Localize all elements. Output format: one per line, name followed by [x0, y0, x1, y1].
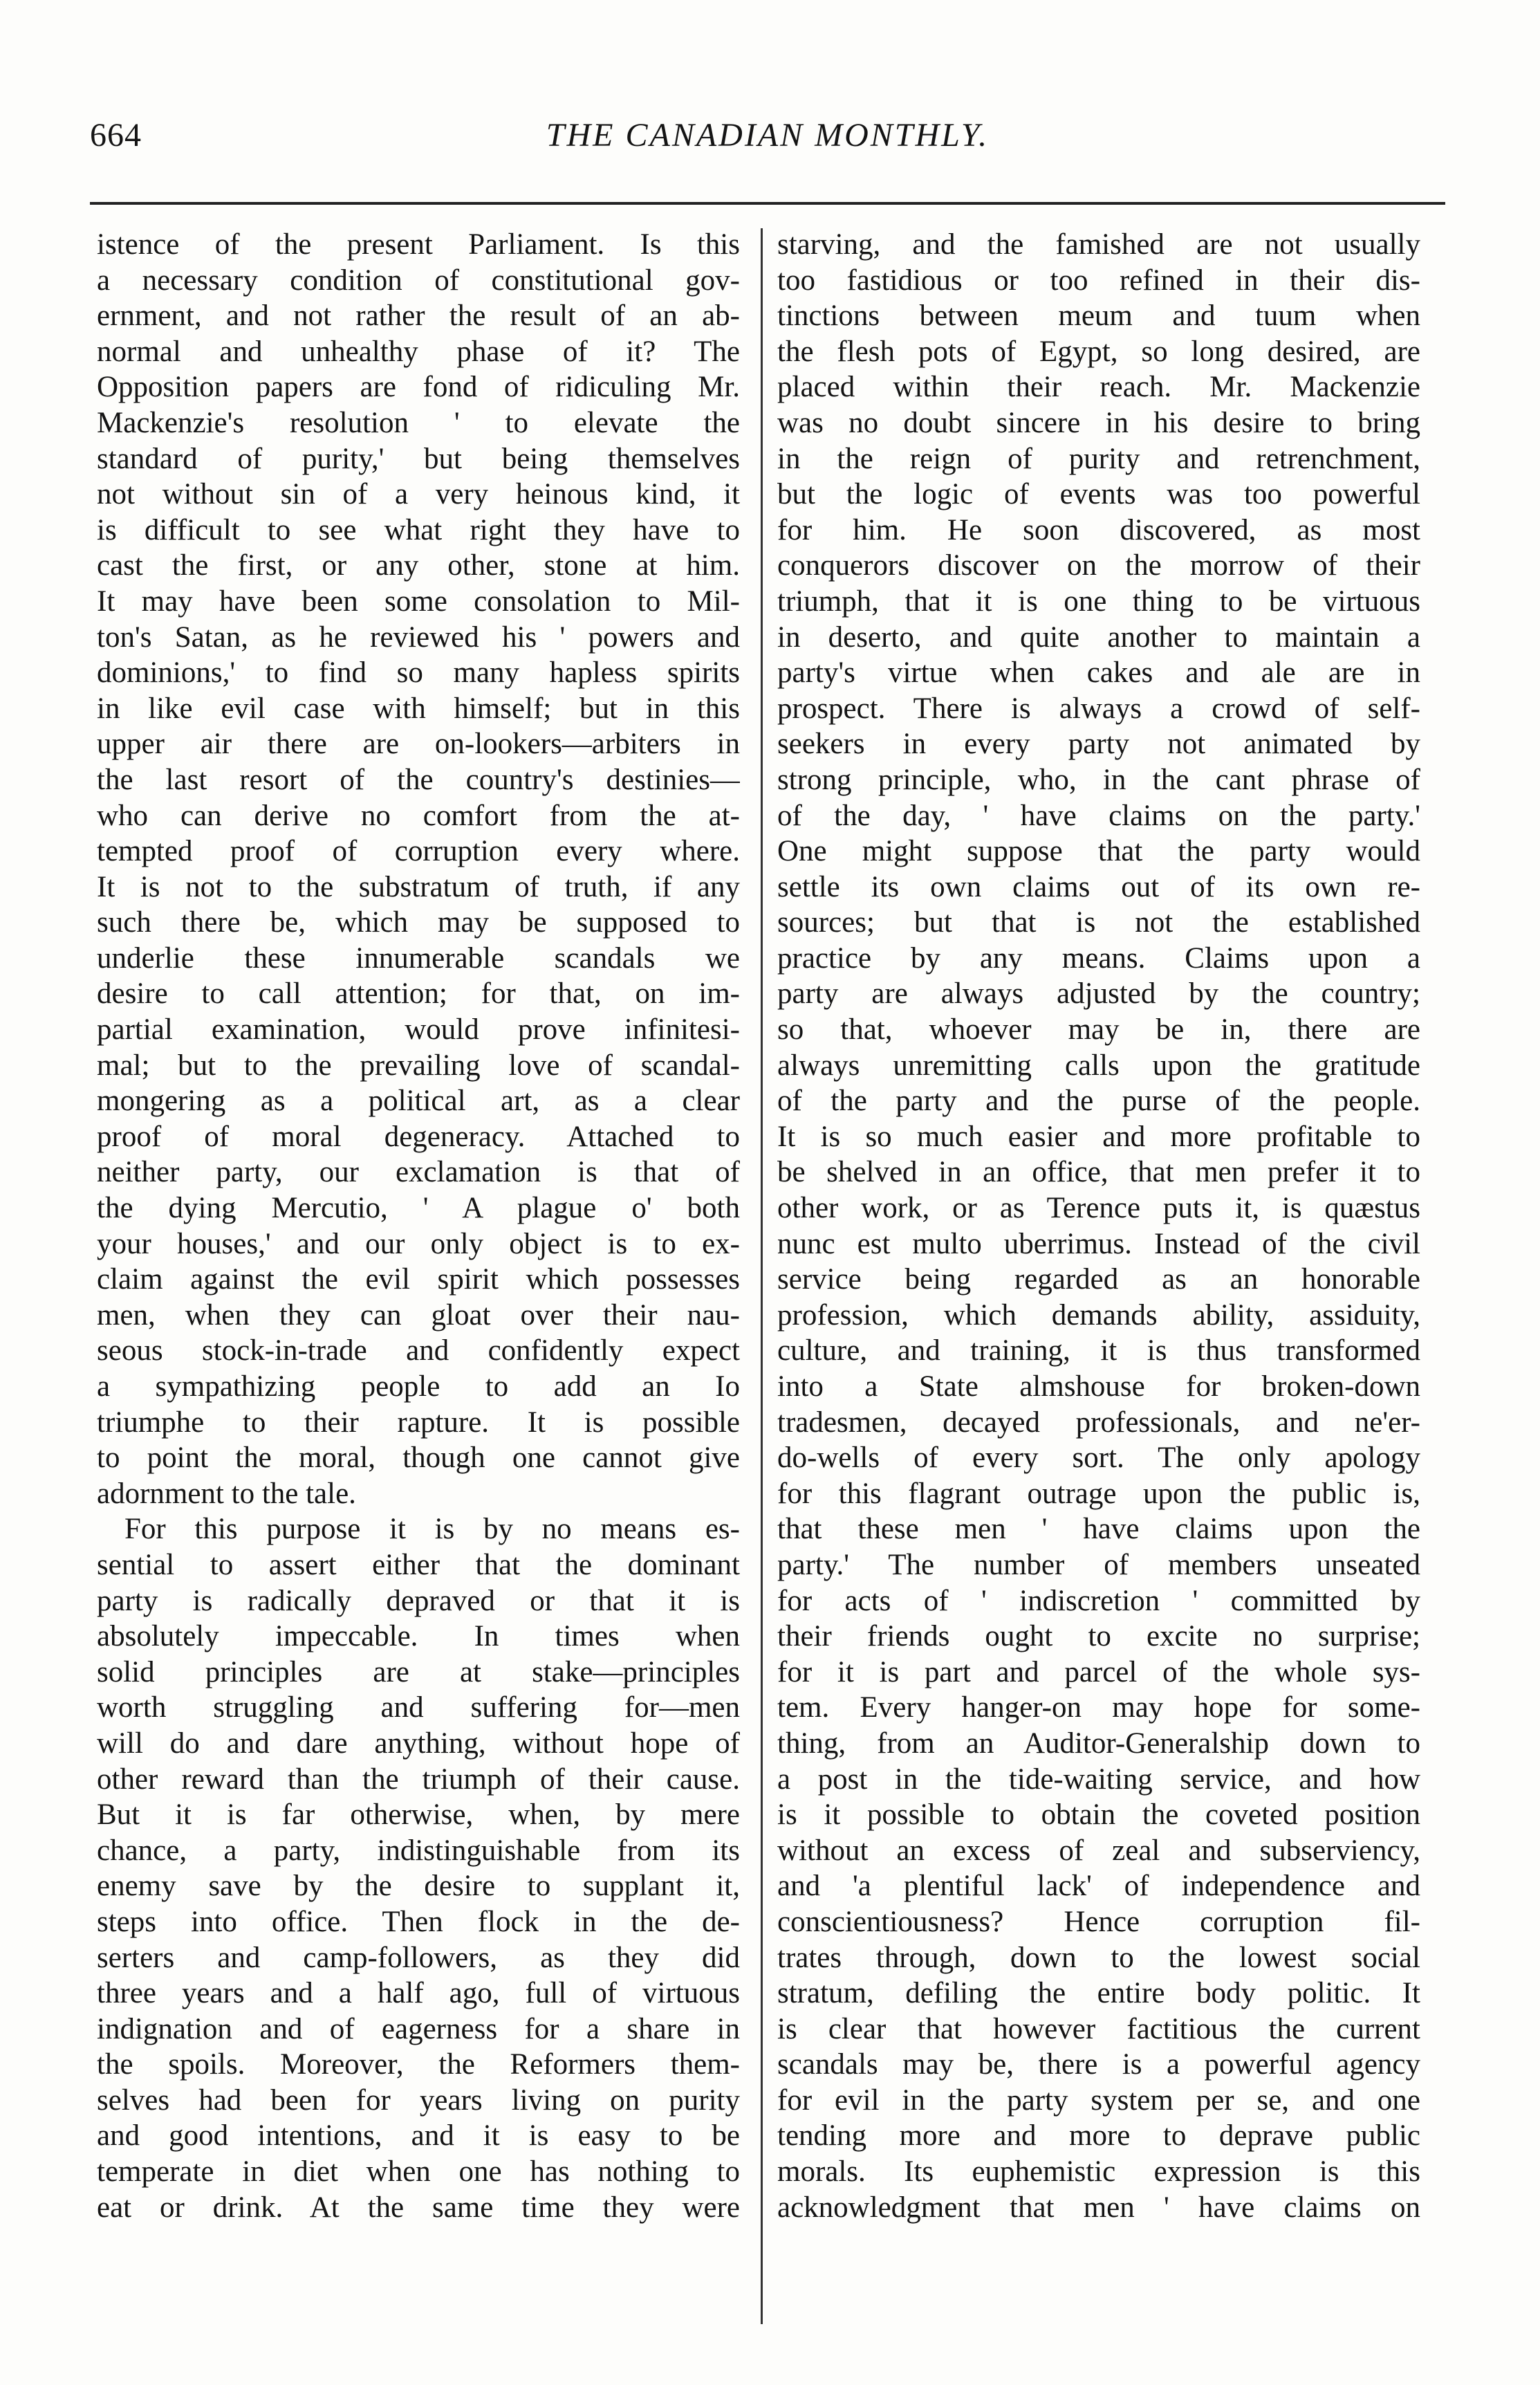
text-line: for this flagrant outrage upon the public is, [777, 1477, 1420, 1510]
text-line: their friends ought to excite no surprise; [777, 1620, 1420, 1653]
text-line: But it is far otherwise, when, by mere [97, 1798, 740, 1832]
text-line: three years and a half ago, full of virtuous [97, 1977, 740, 2010]
text-line: mongering as a political art, as a clear [97, 1085, 740, 1118]
text-line: party's virtue when cakes and ale are in [777, 656, 1420, 690]
text-line: seekers in every party not animated by [777, 728, 1420, 761]
text-line: tending more and more to deprave public [777, 2119, 1420, 2153]
text-line: steps into office. Then flock in the de- [97, 1905, 740, 1938]
text-line: seous stock-in-trade and confidently expect [97, 1334, 740, 1368]
text-line: your houses,' and our only object is to ex- [97, 1227, 740, 1260]
text-line: adornment to the tale. [97, 1477, 356, 1510]
text-line: a necessary condition of constitutional gov- [97, 264, 740, 297]
text-line: the flesh pots of Egypt, so long desired, are [777, 335, 1420, 368]
text-line: ton's Satan, as he reviewed his ' powers and [97, 620, 740, 654]
text-line: always unremitting calls upon the gratitude [777, 1049, 1420, 1082]
text-line: desire to call attention; for that, on im- [97, 977, 740, 1011]
text-line: absolutely impeccable. In times when [97, 1620, 740, 1653]
text-line: tinctions between meum and tuum when [777, 300, 1420, 333]
text-line: will do and dare anything, without hope of [97, 1726, 740, 1760]
left-column [97, 227, 740, 2330]
text-line: thing, from an Auditor-Generalship down to [777, 1726, 1420, 1760]
text-line: nunc est multo uberrimus. Instead of the civil [777, 1227, 1420, 1260]
page-header [90, 116, 1445, 172]
text-line: so that, whoever may be in, there are [777, 1013, 1420, 1047]
text-line: party.' The number of members unseated [777, 1548, 1420, 1581]
text-line: morals. Its euphemistic expression is this [777, 2155, 1420, 2189]
text-line: do-wells of every sort. The only apology [777, 1442, 1420, 1475]
text-line: is difficult to see what right they have to [97, 513, 740, 546]
text-line: of the day, ' have claims on the party.' [777, 799, 1420, 832]
text-line: other reward than the triumph of their cause. [97, 1762, 740, 1796]
text-line: profession, which demands ability, assiduity, [777, 1298, 1420, 1332]
text-line: cast the first, or any other, stone at him. [97, 549, 740, 582]
text-line: normal and unhealthy phase of it? The [97, 335, 740, 368]
text-line: prospect. There is always a crowd of self- [777, 692, 1420, 725]
text-line: in deserto, and quite another to maintain a [777, 620, 1420, 654]
text-line: selves had been for years living on purity [97, 2083, 740, 2117]
text-line: tradesmen, decayed professionals, and ne'er- [777, 1406, 1420, 1439]
text-line: placed within their reach. Mr. Mackenzie [777, 371, 1420, 404]
text-line: such there be, which may be supposed to [97, 906, 740, 939]
text-line: a post in the tide-waiting service, and how [777, 1762, 1420, 1796]
text-line: ernment, and not rather the result of an ab- [97, 300, 740, 333]
text-line: party are always adjusted by the country; [777, 977, 1420, 1011]
text-line: in like evil case with himself; but in this [97, 692, 740, 725]
text-line: without an excess of zeal and subserviency, [777, 1834, 1420, 1867]
text-line: that these men ' have claims upon the [777, 1513, 1420, 1546]
text-line: culture, and training, it is thus transformed [777, 1334, 1420, 1368]
text-line: conquerors discover on the morrow of their [777, 549, 1420, 582]
text-line: triumphe to their rapture. It is possible [97, 1406, 740, 1439]
text-line: of the party and the purse of the people. [777, 1085, 1420, 1118]
text-line: the dying Mercutio, ' A plague o' both [97, 1192, 740, 1225]
text-line: was no doubt sincere in his desire to bring [777, 406, 1420, 439]
text-line: into a State almshouse for broken-down [777, 1370, 1420, 1403]
text-line: Opposition papers are fond of ridiculing Mr. [97, 371, 740, 404]
text-line: chance, a party, indistinguishable from its [97, 1834, 740, 1867]
text-line: One might suppose that the party would [777, 835, 1420, 868]
text-line: scandals may be, there is a powerful agency [777, 2048, 1420, 2081]
text-line: sential to assert either that the dominant [97, 1548, 740, 1581]
text-line: for him. He soon discovered, as most [777, 513, 1420, 546]
text-line: trates through, down to the lowest social [777, 1941, 1420, 1974]
text-line: Mackenzie's resolution ' to elevate the [97, 406, 740, 439]
text-line: dominions,' to find so many hapless spirits [97, 656, 740, 690]
text-line: mal; but to the prevailing love of scandal- [97, 1049, 740, 1082]
text-line: but the logic of events was too powerful [777, 478, 1420, 511]
text-line: temperate in diet when one has nothing to [97, 2155, 740, 2189]
text-line: for it is part and parcel of the whole sys- [777, 1655, 1420, 1688]
text-line: stratum, defiling the entire body politic. It [777, 1977, 1420, 2010]
text-line: sources; but that is not the established [777, 906, 1420, 939]
text-line: It may have been some consolation to Mil- [97, 584, 740, 618]
text-line: partial examination, would prove infinitesi- [97, 1013, 740, 1047]
text-line: to point the moral, though one cannot give [97, 1442, 740, 1475]
text-line: settle its own claims out of its own re- [777, 870, 1420, 903]
text-line: other work, or as Terence puts it, is quæstus [777, 1192, 1420, 1225]
text-line: party is radically depraved or that it is [97, 1584, 740, 1617]
text-line: conscientiousness? Hence corruption fil- [777, 1905, 1420, 1938]
column-divider [761, 228, 763, 2324]
text-line: practice by any means. Claims upon a [777, 941, 1420, 975]
text-line: serters and camp-followers, as they did [97, 1941, 740, 1974]
text-line: proof of moral degeneracy. Attached to [97, 1120, 740, 1153]
text-line: indignation and of eagerness for a share in [97, 2012, 740, 2045]
right-column [777, 227, 1420, 2330]
text-line: eat or drink. At the same time they were [97, 2191, 740, 2224]
text-line: starving, and the famished are not usually [777, 228, 1420, 261]
text-line: men, when they can gloat over their nau- [97, 1298, 740, 1332]
text-line: service being regarded as an honorable [777, 1263, 1420, 1296]
text-line: neither party, our exclamation is that of [97, 1156, 740, 1189]
page-number: 664 [90, 117, 142, 154]
paragraph [97, 227, 740, 1511]
text-line: upper air there are on-lookers—arbiters in [97, 728, 740, 761]
text-line: is clear that however factitious the current [777, 2012, 1420, 2045]
text-line: and 'a plentiful lack' of independence and [777, 1870, 1420, 1903]
text-line: standard of purity,' but being themselves [97, 442, 740, 475]
text-line: for evil in the party system per se, and one [777, 2083, 1420, 2117]
text-line: be shelved in an office, that men prefer it to [777, 1156, 1420, 1189]
text-line: tempted proof of corruption every where. [97, 835, 740, 868]
text-line: enemy save by the desire to supplant it, [97, 1870, 740, 1903]
paragraph [97, 1511, 740, 2225]
text-line: not without sin of a very heinous kind, it [97, 478, 740, 511]
text-line: a sympathizing people to add an Io [97, 1370, 740, 1403]
text-line: claim against the evil spirit which possesses [97, 1263, 740, 1296]
paragraph [777, 227, 1420, 2225]
text-line: is it possible to obtain the coveted position [777, 1798, 1420, 1832]
text-line: too fastidious or too refined in their dis- [777, 264, 1420, 297]
text-line: who can derive no comfort from the at- [97, 799, 740, 832]
text-line: worth struggling and suffering for—men [97, 1691, 740, 1724]
text-line: underlie these innumerable scandals we [97, 941, 740, 975]
text-line: acknowledgment that men ' have claims on [777, 2191, 1420, 2224]
text-line: solid principles are at stake—principles [97, 1655, 740, 1688]
header-rule [90, 202, 1445, 205]
text-line: For this purpose it is by no means es- [124, 1513, 740, 1546]
text-line: tem. Every hanger-on may hope for some- [777, 1691, 1420, 1724]
text-line: It is so much easier and more profitable to [777, 1120, 1420, 1153]
text-line: triumph, that it is one thing to be virtuous [777, 584, 1420, 618]
text-line: strong principle, who, in the cant phrase of [777, 763, 1420, 796]
text-line: It is not to the substratum of truth, if any [97, 870, 740, 903]
text-line: the last resort of the country's destinies— [97, 763, 740, 796]
text-line: istence of the present Parliament. Is this [97, 228, 740, 261]
text-line: and good intentions, and it is easy to be [97, 2119, 740, 2153]
text-line: the spoils. Moreover, the Reformers them- [97, 2048, 740, 2081]
running-title: THE CANADIAN MONTHLY. [546, 117, 990, 154]
text-line: for acts of ' indiscretion ' committed by [777, 1584, 1420, 1617]
text-line: in the reign of purity and retrenchment, [777, 442, 1420, 475]
